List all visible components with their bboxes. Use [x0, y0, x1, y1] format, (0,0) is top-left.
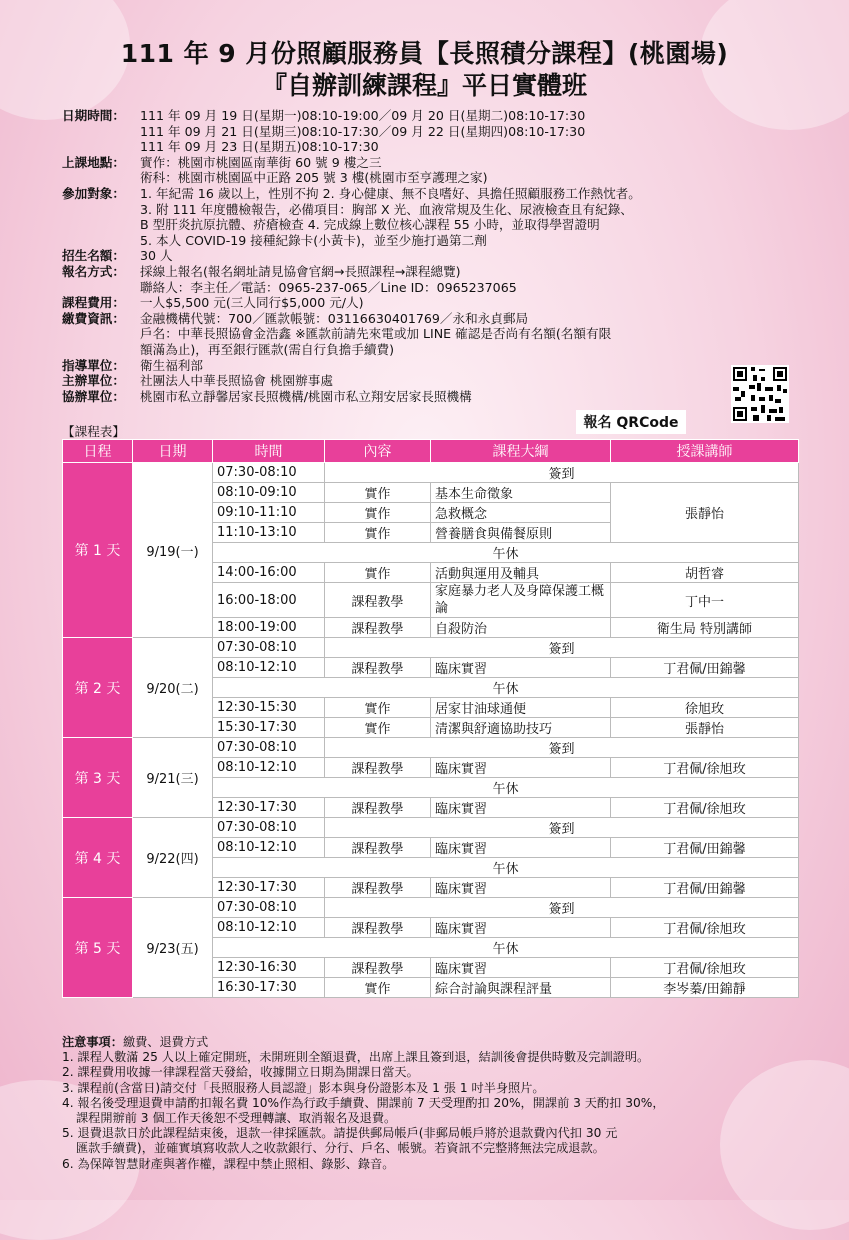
span-cell: 午休	[213, 678, 799, 698]
teacher-cell: 丁中一	[611, 583, 799, 618]
type-cell: 課程教學	[325, 878, 431, 898]
time-cell: 07:30-08:10	[213, 638, 325, 658]
note-line: 4. 報名後受理退費申請酌扣報名費 10%作為行政手續費、開課前 7 天受理酌扣 20%，開課前 3 天酌扣 30%，	[62, 1095, 665, 1110]
type-cell: 課程教學	[325, 798, 431, 818]
type-cell: 課程教學	[325, 958, 431, 978]
topic-cell: 臨床實習	[431, 798, 611, 818]
info-label: 報名方式：	[62, 263, 125, 279]
notes-section	[62, 1035, 802, 1172]
topic-cell: 居家甘油球通便	[431, 698, 611, 718]
topic-cell: 營養膳食與備餐原則	[431, 523, 611, 543]
teacher-cell: 張靜怡	[611, 718, 799, 738]
info-value: B 型肝炎抗原抗體、疥瘡檢查 4. 完成線上數位核心課程 55 小時，並取得學習證明	[140, 217, 600, 233]
time-cell: 07:30-08:10	[213, 898, 325, 918]
time-cell: 07:30-08:10	[213, 738, 325, 758]
info-label: 參加對象：	[62, 185, 125, 201]
column-header: 日程	[63, 440, 133, 463]
table-header-row	[63, 440, 799, 463]
info-quota	[62, 248, 762, 264]
info-value: 5. 本人 COVID-19 接種紀錄卡(小黃卡)，並至少施打過第二劑	[140, 232, 487, 248]
date-cell: 9/19(一)	[133, 463, 213, 638]
info-value: 衛生福利部	[140, 357, 203, 373]
info-value: 實作：桃園市桃園區南華街 60 號 9 樓之三	[140, 154, 382, 170]
column-header: 時間	[213, 440, 325, 463]
info-co	[62, 389, 762, 405]
day-cell: 第 4 天	[63, 818, 133, 898]
column-header: 授課講師	[611, 440, 799, 463]
info-value: 111 年 09 月 21 日(星期三)08:10-17:30／09 月 22 日(星期四)08:10-17:30	[140, 123, 586, 139]
day-cell: 第 5 天	[63, 898, 133, 998]
topic-cell: 臨床實習	[431, 878, 611, 898]
time-cell: 11:10-13:10	[213, 523, 325, 543]
date-cell: 9/21(三)	[133, 738, 213, 818]
qr-code-icon[interactable]	[731, 365, 789, 423]
info-value: 30 人	[140, 248, 173, 264]
info-date	[62, 108, 762, 155]
type-cell: 實作	[325, 563, 431, 583]
type-cell: 實作	[325, 483, 431, 503]
info-value: 111 年 09 月 19 日(星期一)08:10-19:00／09 月 20 日(星期二)08:10-17:30	[140, 108, 586, 123]
day-cell: 第 2 天	[63, 638, 133, 738]
info-value: 111 年 09 月 23 日(星期五)08:10-17:30	[140, 139, 379, 155]
time-cell: 09:10-11:10	[213, 503, 325, 523]
note-line: 2. 課程費用收據一律課程當天發給，收據開立日期為開課日當天。	[62, 1065, 419, 1080]
teacher-cell: 徐旭玫	[611, 698, 799, 718]
span-cell: 簽到	[325, 738, 799, 758]
info-value: 金融機構代號：700／匯款帳號：03116630401769／永和永貞郵局	[140, 310, 529, 326]
topic-cell: 臨床實習	[431, 658, 611, 678]
time-cell: 08:10-12:10	[213, 918, 325, 938]
info-label: 指導單位：	[62, 357, 125, 373]
info-value: 3. 附 111 年度體檢報告，必備項目：胸部 X 光、血液常規及生化、尿液檢查且有紀錄、	[140, 201, 633, 217]
info-value: 聯絡人：李主任／電話：0965-237-065／Line ID：0965237065	[140, 279, 517, 295]
info-label: 招生名額：	[62, 248, 125, 264]
teacher-cell: 丁君佩/徐旭玫	[611, 918, 799, 938]
type-cell: 課程教學	[325, 583, 431, 618]
time-cell: 12:30-17:30	[213, 878, 325, 898]
info-value: 額滿為止)，再至銀行匯款(需自行負擔手續費)	[140, 341, 395, 357]
span-cell: 簽到	[325, 898, 799, 918]
info-label: 日期時間：	[62, 108, 125, 123]
note-line: 課程開辦前 3 個工作天後恕不受理轉讓、取消報名及退費。	[76, 1111, 397, 1126]
span-cell: 簽到	[325, 463, 799, 483]
notes-heading-rest: 繳費、退費方式	[122, 1035, 209, 1049]
teacher-cell: 李岑蓁/田錦靜	[611, 978, 799, 998]
column-header: 課程大綱	[431, 440, 611, 463]
note-line: 5. 退費退款日於此課程結束後，退款一律採匯款。請提供郵局帳戶(非郵局帳戶將於退款費內代扣 30 元	[62, 1126, 618, 1141]
topic-cell: 綜合討論與課程評量	[431, 978, 611, 998]
time-cell: 07:30-08:10	[213, 818, 325, 838]
time-cell: 08:10-12:10	[213, 838, 325, 858]
schedule-label: 【課程表】	[62, 424, 125, 439]
time-cell: 15:30-17:30	[213, 718, 325, 738]
type-cell: 實作	[325, 503, 431, 523]
topic-cell: 臨床實習	[431, 758, 611, 778]
note-line: 1. 課程人數滿 25 人以上確定開班，未開班則全額退費，出席上課且簽到退，結訓後會提供時數及完訓證明。	[62, 1050, 650, 1065]
info-signup	[62, 264, 762, 295]
info-value: 一人$5,500 元(三人同行$5,000 元/人)	[140, 295, 364, 311]
type-cell: 課程教學	[325, 838, 431, 858]
info-label: 課程費用：	[62, 295, 125, 311]
teacher-cell: 丁君佩/徐旭玫	[611, 958, 799, 978]
info-label: 協辦單位：	[62, 388, 125, 404]
course-info	[62, 108, 762, 404]
topic-cell: 臨床實習	[431, 958, 611, 978]
info-location	[62, 155, 762, 186]
teacher-cell: 張靜怡	[611, 483, 799, 543]
info-fee	[62, 295, 762, 311]
column-header: 內容	[325, 440, 431, 463]
teacher-cell: 衛生局 特別講師	[611, 618, 799, 638]
span-cell: 簽到	[325, 818, 799, 838]
teacher-cell: 胡哲睿	[611, 563, 799, 583]
notes-heading: 注意事項：	[62, 1035, 123, 1049]
info-value: 戶名：中華長照協會金浩鑫 ※匯款前請先來電或加 LINE 確認是否尚有名額(名額有限	[140, 326, 612, 342]
topic-cell: 臨床實習	[431, 918, 611, 938]
page-subtitle: 『自辦訓練課程』平日實體班	[261, 71, 587, 100]
info-label: 主辦單位：	[62, 373, 125, 389]
time-cell: 08:10-09:10	[213, 483, 325, 503]
time-cell: 14:00-16:00	[213, 563, 325, 583]
type-cell: 實作	[325, 718, 431, 738]
info-payment	[62, 311, 762, 358]
teacher-cell: 丁君佩/徐旭玫	[611, 758, 799, 778]
info-value: 社團法人中華長照協會 桃園辦事處	[140, 373, 333, 389]
topic-cell: 急救概念	[431, 503, 611, 523]
qr-code-label: 報名 QRCode	[576, 410, 686, 434]
type-cell: 實作	[325, 698, 431, 718]
teacher-cell: 丁君佩/徐旭玫	[611, 798, 799, 818]
table-row	[63, 463, 799, 483]
topic-cell: 清潔與舒適協助技巧	[431, 718, 611, 738]
time-cell: 12:30-17:30	[213, 798, 325, 818]
span-cell: 午休	[213, 778, 799, 798]
time-cell: 08:10-12:10	[213, 758, 325, 778]
teacher-cell: 丁君佩/田錦馨	[611, 838, 799, 858]
column-header: 日期	[133, 440, 213, 463]
table-row	[63, 738, 799, 758]
topic-cell: 家庭暴力老人及身障保護工概論	[431, 583, 611, 618]
time-cell: 18:00-19:00	[213, 618, 325, 638]
date-cell: 9/23(五)	[133, 898, 213, 998]
info-target	[62, 186, 762, 248]
day-cell: 第 1 天	[63, 463, 133, 638]
info-value: 採線上報名(報名網址請見協會官網→長照課程→課程總覽)	[140, 263, 461, 279]
course-schedule-table	[62, 439, 799, 998]
time-cell: 08:10-12:10	[213, 658, 325, 678]
span-cell: 簽到	[325, 638, 799, 658]
time-cell: 12:30-16:30	[213, 958, 325, 978]
type-cell: 課程教學	[325, 918, 431, 938]
span-cell: 午休	[213, 543, 799, 563]
topic-cell: 自殺防治	[431, 618, 611, 638]
time-cell: 16:00-18:00	[213, 583, 325, 618]
info-value: 1. 年紀需 16 歲以上，性別不拘 2. 身心健康、無不良嗜好、具擔任照顧服務工作熱忱者。	[140, 185, 641, 201]
teacher-cell: 丁君佩/田錦馨	[611, 878, 799, 898]
note-line: 3. 課程前(含當日)請交付「長照服務人員認證」影本與身份證影本及 1 張 1 吋半身照片。	[62, 1080, 545, 1095]
info-value: 桃園市私立靜馨居家長照機構/桃園市私立翔安居家長照機構	[140, 388, 472, 404]
table-row	[63, 818, 799, 838]
type-cell: 課程教學	[325, 758, 431, 778]
teacher-cell: 丁君佩/田錦馨	[611, 658, 799, 678]
span-cell: 午休	[213, 858, 799, 878]
info-host	[62, 373, 762, 389]
info-value: 術科：桃園市桃園區中正路 205 號 3 樓(桃園市至亨護理之家)	[140, 170, 488, 186]
info-label: 上課地點：	[62, 154, 125, 170]
type-cell: 實作	[325, 523, 431, 543]
info-guide	[62, 358, 762, 374]
day-cell: 第 3 天	[63, 738, 133, 818]
time-cell: 07:30-08:10	[213, 463, 325, 483]
topic-cell: 基本生命徵象	[431, 483, 611, 503]
type-cell: 課程教學	[325, 658, 431, 678]
time-cell: 12:30-15:30	[213, 698, 325, 718]
span-cell: 午休	[213, 938, 799, 958]
time-cell: 16:30-17:30	[213, 978, 325, 998]
table-row	[63, 638, 799, 658]
topic-cell: 臨床實習	[431, 838, 611, 858]
page-title: 111 年 9 月份照顧服務員【長照積分課程】(桃園場)	[120, 39, 729, 68]
topic-cell: 活動與運用及輔具	[431, 563, 611, 583]
note-line: 匯款手續費)，並確實填寫收款人之收款銀行、分行、戶名、帳號。若資訊不完整將無法完成退款。	[76, 1141, 605, 1156]
type-cell: 課程教學	[325, 618, 431, 638]
table-row	[63, 898, 799, 918]
date-cell: 9/20(二)	[133, 638, 213, 738]
type-cell: 實作	[325, 978, 431, 998]
date-cell: 9/22(四)	[133, 818, 213, 898]
info-label: 繳費資訊：	[62, 310, 125, 326]
note-line: 6. 為保障智慧財產與著作權，課程中禁止照相、錄影、錄音。	[62, 1156, 395, 1171]
